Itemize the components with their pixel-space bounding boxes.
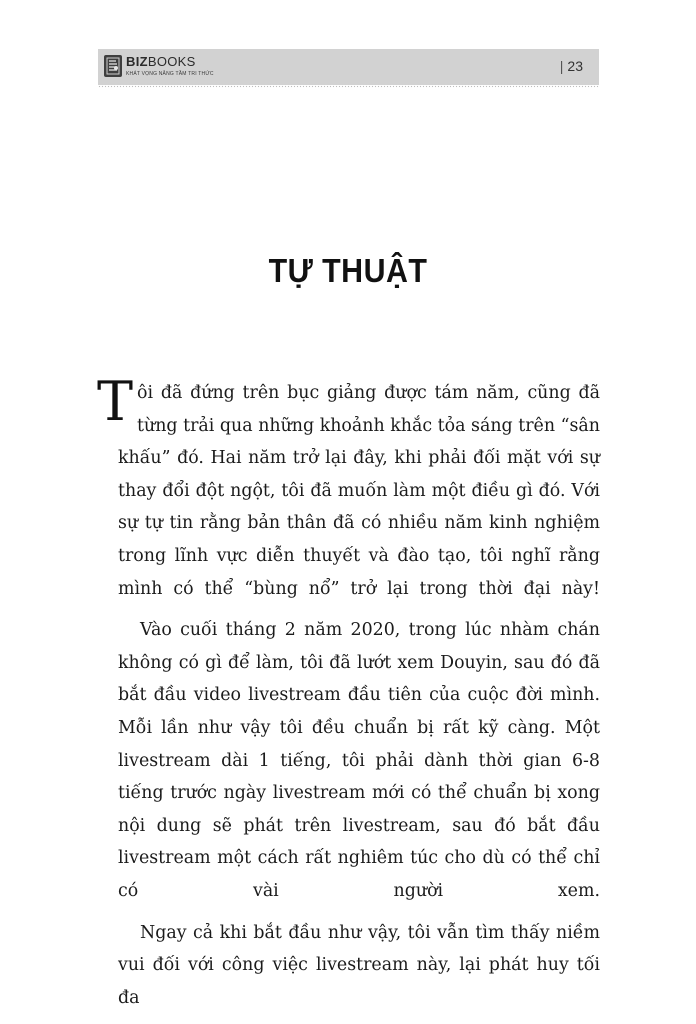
running-header xyxy=(98,49,599,85)
brand-name xyxy=(126,54,196,69)
bizbooks-logo-icon xyxy=(104,55,122,77)
paragraph-1 xyxy=(97,370,600,605)
paragraph-1-text: ôi đã đứng trên bục giảng được tám năm, cũng đã từng trải qua những khoảnh khắc tỏa sáng trên “sân khấu” đó. Hai năm trở lại đây, khi phải đối mặt với sự thay đổi đột ngột, tôi đã muốn làm một điều gì đó. Với sự tự tin rằng bản thân đã có nhiều năm kinh nghiệm trong lĩnh vực diễn thuyết và đào tạo, tôi nghĩ rằng mình có thể “bùng nổ” trở lại trong thời đại này! xyxy=(118,383,600,599)
page-number-value: 23 xyxy=(567,58,583,74)
drop-cap: T xyxy=(97,370,134,433)
header-dotted-border xyxy=(98,85,599,88)
paragraph-3-text: Ngay cả khi bắt đầu như vậy, tôi vẫn tìm thấy niềm vui đối với công việc livestream này, lại phát huy tối đa xyxy=(118,922,600,1008)
body-text xyxy=(97,370,600,1014)
brand-name-light: BOOKS xyxy=(147,54,196,69)
chapter-title: TỰ THUẬT xyxy=(268,252,428,289)
brand-tagline: KHÁT VỌNG NÂNG TẦM TRI THỨC xyxy=(126,71,214,77)
brand-name-bold: BIZ xyxy=(126,54,148,69)
paragraph-3 xyxy=(118,917,600,1015)
page-number xyxy=(560,58,583,74)
paragraph-2-text: Vào cuối tháng 2 năm 2020, trong lúc nhàm chán không có gì để làm, tôi đã lướt xem Douyin, sau đó đã bắt đầu video livestream đầu tiên của cuộc đời mình. Mỗi lần như vậy tôi đều chuẩn bị rất kỹ càng. Một livestream dài 1 tiếng, tôi phải dành thời gian 6-8 tiếng trước ngày livestream mới có thể chuẩn bị xong nội dung sẽ phát trên livestream, sau đó bắt đầu livestream một cách rất nghiêm túc cho dù có thể chỉ có vài người xem. xyxy=(118,620,600,901)
paragraph-2 xyxy=(118,614,600,907)
page-separator: | xyxy=(559,58,564,74)
